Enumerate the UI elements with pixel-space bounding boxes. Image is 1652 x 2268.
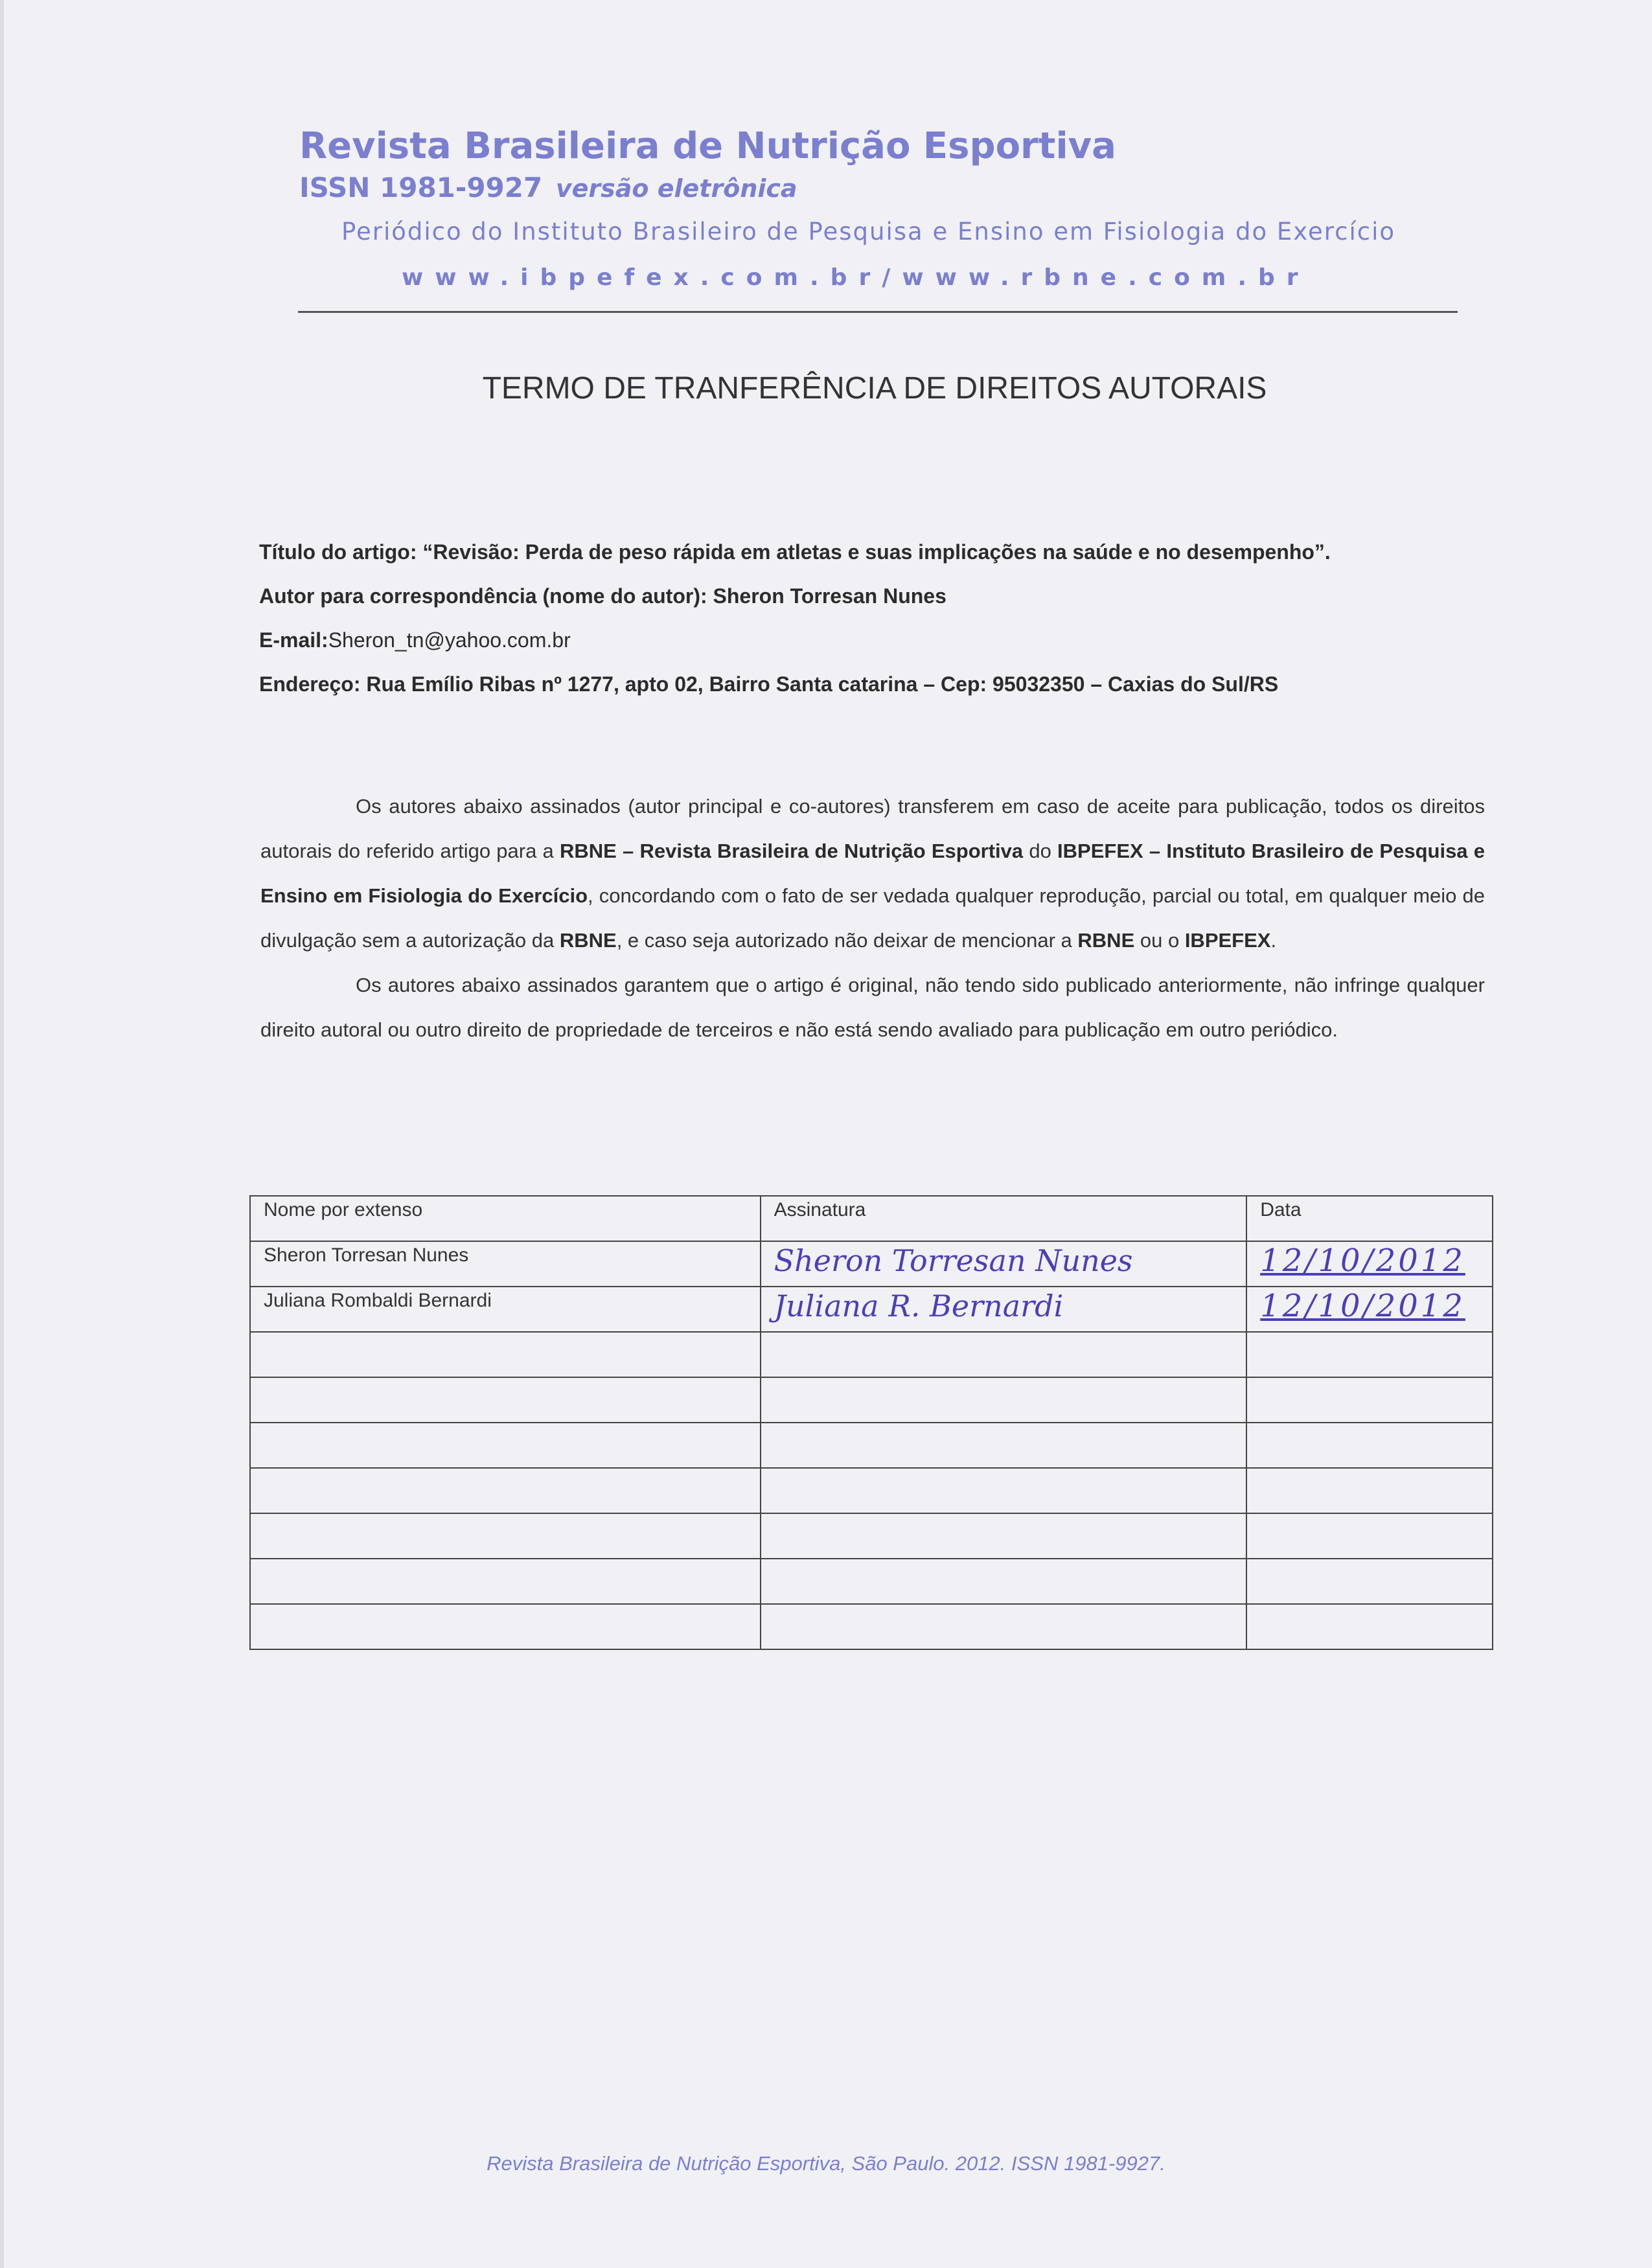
signature-table <box>249 1195 1493 1650</box>
header-date: Data <box>1246 1196 1493 1241</box>
table-row <box>250 1287 1493 1332</box>
journal-header <box>299 123 1465 207</box>
article-title-line: Título do artigo: “Revisão: Perda de peso rápida em atletas e suas implicações na saúde e no desempenho”. <box>259 540 1331 564</box>
email-value[interactable]: Sheron_tn@yahoo.com.br <box>328 628 571 652</box>
journal-institute: Periódico do Instituto Brasileiro de Pesquisa e Ensino em Fisiologia do Exercício <box>341 218 1396 246</box>
address-line: Endereço: Rua Emílio Ribas nº 1277, apto 02, Bairro Santa catarina – Cep: 95032350 – Caxias do Sul/RS <box>259 672 1279 696</box>
issn-version: versão eletrônica <box>555 174 797 203</box>
author-name: Juliana Rombaldi Bernardi <box>250 1287 761 1332</box>
table-row-empty <box>250 1513 1493 1559</box>
document-title: TERMO DE TRANFERÊNCIA DE DIREITOS AUTORAIS <box>482 371 1267 406</box>
header-signature: Assinatura <box>761 1196 1247 1241</box>
handwritten-signature: Sheron Torresan Nunes <box>761 1241 1247 1287</box>
agreement-paragraph-1: Os autores abaixo assinados (autor principal e co-autores) transferem em caso de aceite para publicação, todos os direitos autorais do referido artigo para a RBNE – Revista Brasileira de Nutrição Esportiva do IBPEFEX – Instituto Brasileiro de Pesquisa e Ensino em Fisiologia do Exercício, concordando com o fato de ser vedada qualquer reprodução, parcial ou total, em qualquer meio de divulgação sem a autorização da RBNE, e caso seja autorizado não deixar de mencionar a RBNE ou o IBPEFEX. <box>260 795 1486 952</box>
email-label: E-mail: <box>259 628 328 652</box>
page-footer: Revista Brasileira de Nutrição Esportiva, São Paulo. 2012. ISSN 1981-9927. <box>487 2152 1165 2175</box>
author-line: Autor para correspondência (nome do autor): Sheron Torresan Nunes <box>259 584 946 608</box>
article-metadata <box>259 530 1490 706</box>
issn-number: ISSN 1981-9927 <box>299 172 543 203</box>
table-row-empty <box>250 1377 1493 1423</box>
handwritten-date: 12/10/2012 <box>1246 1241 1493 1287</box>
author-name: Sheron Torresan Nunes <box>250 1241 761 1287</box>
table-row-empty <box>250 1423 1493 1468</box>
header-divider <box>298 311 1458 313</box>
table-row-empty <box>250 1604 1493 1649</box>
table-row-empty <box>250 1332 1493 1377</box>
journal-urls[interactable]: www.ibpefex.com.br/www.rbne.com.br <box>402 264 1310 291</box>
handwritten-signature: Juliana R. Bernardi <box>761 1287 1247 1332</box>
page-edge <box>0 0 4 2268</box>
table-row <box>250 1241 1493 1287</box>
handwritten-date: 12/10/2012 <box>1246 1287 1493 1332</box>
journal-issn <box>299 170 1465 207</box>
journal-title: Revista Brasileira de Nutrição Esportiva <box>299 125 1116 167</box>
agreement-text <box>260 784 1485 1052</box>
table-row-empty <box>250 1559 1493 1604</box>
agreement-paragraph-2: Os autores abaixo assinados garantem que o artigo é original, não tendo sido publicado anteriormente, não infringe qualquer direito autoral ou outro direito de propriedade de terceiros e não está sendo avaliado para publicação em outro periódico. <box>260 974 1485 1041</box>
table-row-empty <box>250 1468 1493 1513</box>
email-line <box>259 618 1490 662</box>
header-name: Nome por extenso <box>250 1196 761 1241</box>
table-header-row <box>250 1196 1493 1241</box>
